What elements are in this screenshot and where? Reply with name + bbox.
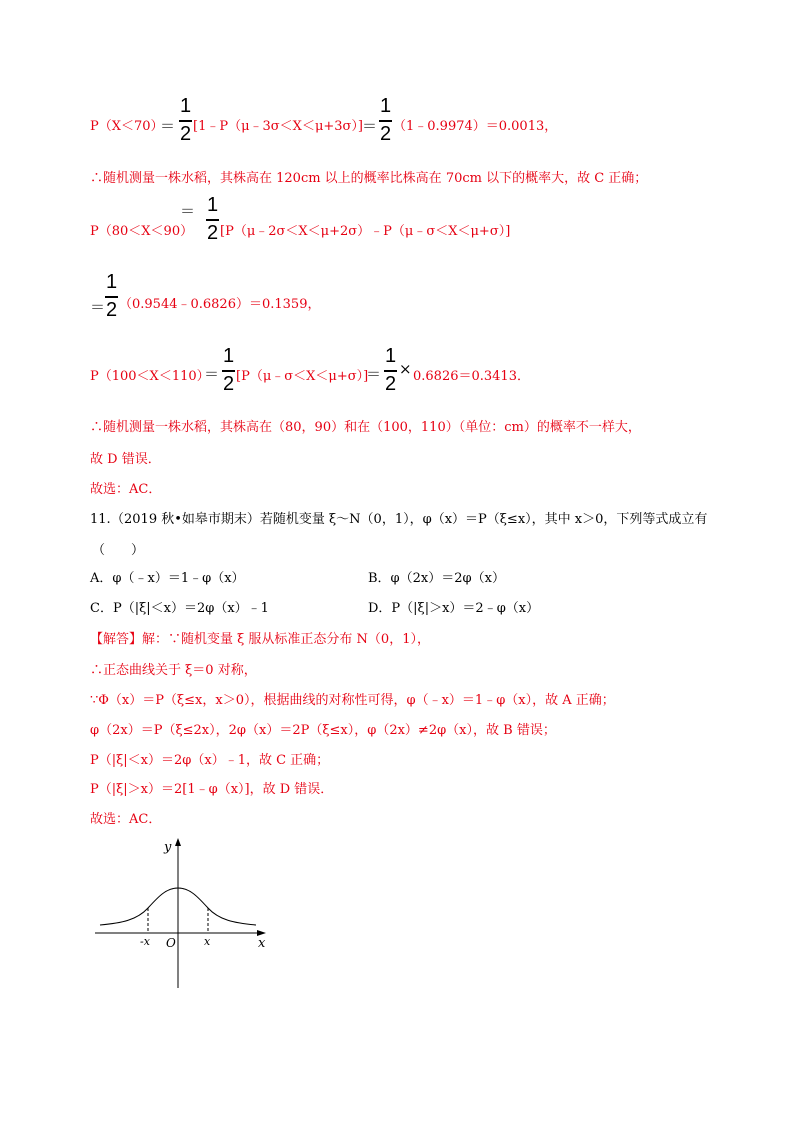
- fraction-bar: [179, 120, 192, 122]
- fraction-numerator: 1: [180, 95, 192, 117]
- equals-sign: ＝: [204, 365, 220, 383]
- fraction-denominator: 2: [223, 373, 235, 395]
- answer-line-4: φ（2x）＝P（ξ≤2x），2φ（x）＝2P（ξ≤x），φ（2x）≠2φ（x），故 B 错误；: [90, 723, 556, 738]
- fraction-numerator: 1: [223, 345, 235, 367]
- result-expression: 0.6826＝0.3413．: [413, 369, 530, 384]
- answer-line-6: P（|ξ|＞x）＝2[1﹣φ（x）]，故 D 错误．: [90, 782, 334, 797]
- result-expression: （1﹣0.9974）＝0.0013，: [393, 119, 558, 134]
- bracket-expression: [P（μ﹣2σ＜X＜μ+2σ）﹣P（μ﹣σ＜X＜μ+σ）]: [220, 224, 511, 239]
- bracket-expression: [P（μ﹣σ＜X＜μ+σ）]: [236, 369, 369, 384]
- equals-sign: ＝: [362, 117, 378, 135]
- answer-line-1: 【解答】解：∵随机变量 ξ 服从标准正态分布 N（0，1），: [90, 632, 430, 647]
- pos-x-label: x: [204, 935, 211, 948]
- fraction-bar: [206, 219, 219, 221]
- fraction-bar: [222, 370, 235, 372]
- question-text: （2019 秋•如皋市期末）若随机变量 ξ～N（0，1），φ（x）＝P（ξ≤x），其中 x＞0，下列等式成立有: [111, 512, 708, 527]
- option-b: B．φ（2x）＝2φ（x）: [368, 571, 505, 586]
- solution-line-2: ∴随机测量一株水稻，其株高在 120cm 以上的概率比株高在 70cm 以下的概率大，故 C 正确；: [90, 171, 648, 186]
- answer-line-5: P（|ξ|＜x）＝2φ（x）﹣1，故 C 正确；: [90, 753, 330, 768]
- answer-paren: （ ）: [92, 543, 145, 558]
- times-sign: ×: [399, 360, 412, 378]
- solution-line-4: （0.9544﹣0.6826）＝0.1359，: [119, 297, 321, 312]
- answer-line-7: 故选：AC．: [90, 812, 162, 827]
- solution-line-6: ∴随机测量一株水稻，其株高在（80，90）和在（100，110）（单位：cm）的概率不一样大，: [90, 420, 641, 435]
- fraction-bar: [105, 296, 118, 298]
- fraction-numerator: 1: [385, 345, 397, 367]
- solution-line-5: P（100＜X＜110）: [90, 369, 210, 384]
- option-c: C．P（|ξ|＜x）＝2φ（x）﹣1: [90, 601, 269, 616]
- y-axis-label: y: [164, 840, 172, 855]
- neg-x-label: -x: [140, 935, 150, 948]
- fraction-denominator: 2: [380, 123, 392, 145]
- equals-sign: ＝: [180, 202, 196, 220]
- option-a: A．φ（﹣x）＝1﹣φ（x）: [90, 571, 245, 586]
- fraction-numerator: 1: [380, 95, 392, 117]
- equals-sign: ＝: [160, 117, 176, 135]
- fraction-denominator: 2: [106, 299, 118, 321]
- bracket-expression: [1﹣P（μ﹣3σ＜X＜μ+3σ）]: [193, 119, 363, 134]
- equals-sign: ＝: [90, 298, 106, 316]
- fraction-numerator: 1: [106, 271, 118, 293]
- y-axis-arrow: [175, 838, 181, 846]
- solution-line-3: P（80＜X＜90）: [90, 224, 194, 239]
- answer-line-3: ∵Φ（x）＝P（ξ≤x，x＞0），根据曲线的对称性可得，φ（﹣x）＝1﹣φ（x），故 A 正确；: [90, 693, 615, 708]
- solution-line-7: 故 D 错误．: [90, 452, 161, 467]
- x-axis-label: x: [258, 936, 266, 951]
- fraction-denominator: 2: [180, 123, 192, 145]
- fraction-bar: [384, 370, 397, 372]
- solution-line-8: 故选：AC．: [90, 482, 162, 497]
- fraction-bar: [379, 120, 392, 122]
- prob-expression: P（X＜70）: [90, 119, 164, 134]
- solution-line-1: [90, 118, 164, 136]
- normal-curve-figure: [92, 835, 292, 995]
- fraction-denominator: 2: [385, 373, 397, 395]
- equals-sign: ＝: [366, 365, 382, 383]
- answer-line-2: ∴正态曲线关于 ξ＝0 对称，: [90, 663, 257, 678]
- option-d: D．P（|ξ|＞x）＝2﹣φ（x）: [368, 601, 540, 616]
- origin-label: O: [166, 936, 176, 950]
- fraction-denominator: 2: [207, 222, 219, 244]
- fraction-numerator: 1: [207, 194, 219, 216]
- question-number: 11.: [90, 512, 111, 527]
